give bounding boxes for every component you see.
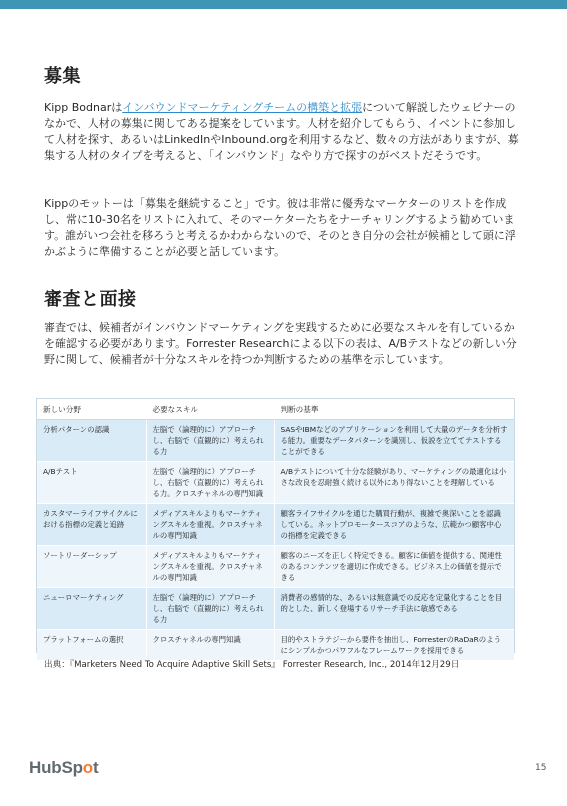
recruit-paragraph-2: Kippのモットーは「募集を継続すること」です。彼は非常に優秀なマーケターのリストを作成し、常に10-30名をリストに入れて、そのマーケターたちをナーチャリングするよう勧めています。誰がいつ会社を移ろうと考えるかわからないので、そのとき自分の会社が候補として頭に浮かぶように準備することが必要と話しています。 [44, 197, 516, 258]
logo-text-end: t [92, 758, 99, 777]
table-cell: 左脳で（論理的に）アプローチし、右脳で（直観的に）考えられる力 [146, 420, 274, 462]
skills-table [37, 399, 514, 660]
logo-text-main: HubSp [29, 758, 83, 777]
table-cell: 左脳で（論理的に）アプローチし、右脳で（直観的に）考えられる力。クロスチャネルの専門知識 [146, 462, 274, 504]
table-row [37, 630, 514, 661]
p1-text-post: について解説したウェビナーのなかで、人材の募集に関してある提案をしています。人材を紹介してもらう、イベントに参加して人材を探す、あるいはLinkedInやInbound.orgを利用するなど、数々の方法がありますが、募集する人材のタイプを考えると、「インバウンド」なやり方で探すのがベストだそうです。 [44, 101, 519, 162]
hubspot-logo [29, 758, 98, 778]
logo-sprocket-o: o [82, 758, 93, 777]
source-citation: 出典：『Marketers Need To Acquire Adaptive Skill Sets』 Forrester Research, Inc., 2014年12月29日 [44, 660, 460, 670]
table-cell: 消費者の感情的な、あるいは無意識での反応を定量化することを目的とした、新しく登場するリサーチ手法に敏感である [274, 588, 514, 630]
table-header-row [37, 399, 514, 420]
table-cell: 左脳で（論理的に）アプローチし、右脳で（直観的に）考えられる力 [146, 588, 274, 630]
table-cell: ニューロマーケティング [37, 588, 146, 630]
table-cell: メディアスキルよりもマーケティングスキルを重視。クロスチャネルの専門知識 [146, 546, 274, 588]
table-row [37, 420, 514, 462]
table-cell: A/Bテストについて十分な経験があり、マーケティングの最適化は小さな改良を忍耐強く続ける以外にあり得ないことを理解している [274, 462, 514, 504]
table-cell: ソートリーダーシップ [37, 546, 146, 588]
table-cell: カスタマーライフサイクルにおける指標の定義と追跡 [37, 504, 146, 546]
table-cell: クロスチャネルの専門知識 [146, 630, 274, 661]
webinar-link[interactable]: インバウンドマーケティングチームの構築と拡張 [122, 101, 363, 114]
recruit-paragraph-1 [44, 100, 524, 164]
table-header-cell: 必要なスキル [146, 399, 274, 420]
table-row [37, 462, 514, 504]
table-row [37, 546, 514, 588]
table-row [37, 504, 514, 546]
skills-table-container [36, 398, 515, 653]
section-title-recruit: 募集 [44, 66, 81, 87]
p1-text-pre: Kipp Bodnarは [44, 101, 123, 114]
review-paragraph-1: 審査では、候補者がインバウンドマーケティングを実践するために必要なスキルを有しているかを確認する必要があります。Forrester Researchによる以下の表は、A/Bテストなどの新しい分野に関して、候補者が十分なスキルを持つか判断するための基準を示しています。 [44, 321, 517, 366]
top-accent-bar [0, 0, 567, 9]
table-header-cell: 新しい分野 [37, 399, 146, 420]
table-row [37, 588, 514, 630]
table-cell: プラットフォームの選択 [37, 630, 146, 661]
page-number: 15 [535, 763, 547, 773]
table-cell: SASやIBMなどのアプリケーションを利用して大量のデータを分析する能力。重要なデータパターンを識別し、仮説を立ててテストすることができる [274, 420, 514, 462]
table-cell: 顧客のニーズを正しく特定できる。顧客に価値を提供する、関連性のあるコンテンツを適切に作成できる。ビジネス上の価値を提示できる [274, 546, 514, 588]
table-cell: A/Bテスト [37, 462, 146, 504]
table-cell: 分析パターンの認識 [37, 420, 146, 462]
table-cell: メディアスキルよりもマーケティングスキルを重視。クロスチャネルの専門知識 [146, 504, 274, 546]
section-title-review: 審査と面接 [44, 289, 137, 310]
table-header-cell: 判断の基準 [274, 399, 514, 420]
table-cell: 目的やストラテジーから要件を抽出し、ForresterのRaDaRのようにシンプルかつパワフルなフレームワークを採用できる [274, 630, 514, 661]
table-cell: 顧客ライフサイクルを通じた購買行動が、複雑で奥深いことを認識している。ネットプロモータースコアのような、広範かつ顧客中心の指標を定義できる [274, 504, 514, 546]
